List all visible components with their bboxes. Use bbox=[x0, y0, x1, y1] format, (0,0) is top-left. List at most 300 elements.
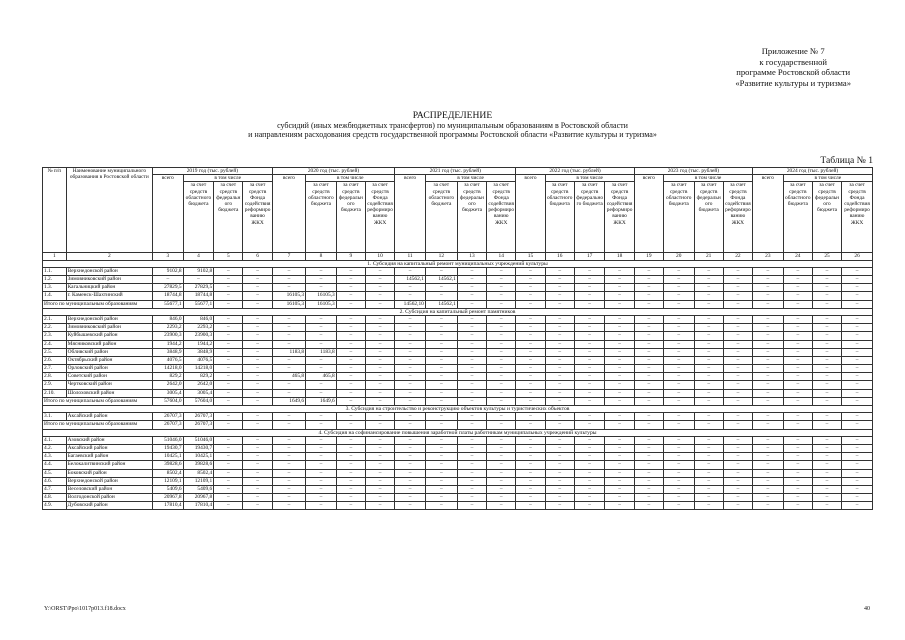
column-number: 12 bbox=[425, 253, 457, 260]
header-row bbox=[43, 175, 873, 182]
row-value: – bbox=[783, 477, 812, 485]
row-value: – bbox=[516, 267, 545, 275]
header-incl: в том числе bbox=[783, 175, 872, 182]
row-value: – bbox=[425, 477, 457, 485]
column-number: 14 bbox=[487, 253, 516, 260]
row-value: – bbox=[605, 444, 634, 452]
row-value: – bbox=[694, 461, 723, 469]
row-value: – bbox=[336, 436, 365, 444]
row-value: – bbox=[723, 389, 752, 397]
row-value: – bbox=[395, 469, 426, 477]
row-value: – bbox=[395, 365, 426, 373]
row-value: – bbox=[694, 356, 723, 364]
total-value: – bbox=[723, 421, 752, 429]
row-value: – bbox=[574, 502, 605, 510]
total-value: – bbox=[842, 300, 873, 308]
row-value: – bbox=[487, 315, 516, 323]
row-value: – bbox=[395, 453, 426, 461]
row-value: – bbox=[487, 444, 516, 452]
row-value: – bbox=[272, 494, 305, 502]
row-value: 16105,3 bbox=[272, 292, 305, 300]
row-value: – bbox=[487, 373, 516, 381]
row-value: – bbox=[336, 469, 365, 477]
row-value: – bbox=[694, 324, 723, 332]
row-number: 2.10. bbox=[43, 389, 67, 397]
row-value: – bbox=[395, 324, 426, 332]
row-value: 17810,4 bbox=[183, 502, 214, 510]
row-value: – bbox=[605, 389, 634, 397]
row-value: – bbox=[812, 413, 841, 421]
row-value: – bbox=[694, 389, 723, 397]
row-value: – bbox=[516, 389, 545, 397]
row-value: – bbox=[634, 276, 663, 284]
row-value: – bbox=[425, 356, 457, 364]
row-value: – bbox=[243, 315, 272, 323]
row-value: – bbox=[605, 365, 634, 373]
row-value: – bbox=[306, 267, 337, 275]
row-number: 2.1. bbox=[43, 315, 67, 323]
row-value: – bbox=[336, 348, 365, 356]
row-value: 2293,2 bbox=[152, 324, 183, 332]
row-value: 18744,8 bbox=[152, 292, 183, 300]
row-value: – bbox=[487, 340, 516, 348]
row-value: – bbox=[214, 444, 243, 452]
row-value: – bbox=[243, 469, 272, 477]
table-row bbox=[43, 315, 873, 323]
header-year: 2022 год (тыс. рублей) bbox=[516, 168, 634, 175]
row-value: – bbox=[783, 284, 812, 292]
total-value: – bbox=[306, 421, 337, 429]
row-value: – bbox=[694, 365, 723, 373]
row-municipality: Багаевский район bbox=[66, 453, 152, 461]
row-number: 1.4. bbox=[43, 292, 67, 300]
row-value: – bbox=[605, 292, 634, 300]
row-value: – bbox=[487, 292, 516, 300]
row-value: – bbox=[694, 267, 723, 275]
row-value: – bbox=[842, 348, 873, 356]
section-title: 2. Субсидия на капитальный ремонт памятников bbox=[43, 308, 873, 315]
row-value: 8502,4 bbox=[183, 469, 214, 477]
row-value: – bbox=[516, 276, 545, 284]
row-value: – bbox=[723, 494, 752, 502]
row-value: – bbox=[214, 284, 243, 292]
header-source: за счет средств областного бюджета bbox=[425, 182, 457, 253]
row-value: – bbox=[574, 284, 605, 292]
document-subtitle: и направлениям расходования средств государственной программы Ростовской области «Развитие культуры и туризма» bbox=[248, 130, 657, 140]
row-value: – bbox=[694, 469, 723, 477]
row-value: – bbox=[457, 315, 486, 323]
row-value: – bbox=[753, 340, 784, 348]
row-value: – bbox=[395, 332, 426, 340]
row-value: – bbox=[545, 292, 574, 300]
row-value: 19430,7 bbox=[152, 444, 183, 452]
row-value: – bbox=[516, 444, 545, 452]
row-value: 846,0 bbox=[152, 315, 183, 323]
row-value: – bbox=[487, 469, 516, 477]
row-value: – bbox=[365, 332, 394, 340]
table-row bbox=[43, 324, 873, 332]
row-value: – bbox=[272, 284, 305, 292]
row-value: – bbox=[516, 477, 545, 485]
total-value: – bbox=[243, 397, 272, 405]
row-value: – bbox=[545, 332, 574, 340]
row-value: – bbox=[152, 276, 183, 284]
row-value: – bbox=[842, 477, 873, 485]
row-value: – bbox=[723, 485, 752, 493]
header-total: всего bbox=[516, 175, 545, 253]
row-value: – bbox=[842, 315, 873, 323]
row-value: – bbox=[214, 381, 243, 389]
column-number: 17 bbox=[574, 253, 605, 260]
row-municipality: Волгодонской район bbox=[66, 494, 152, 502]
row-value: – bbox=[753, 267, 784, 275]
header-source: за счет средств федерального бюджета bbox=[812, 182, 841, 253]
total-value: 57604,0 bbox=[183, 397, 214, 405]
row-value: 20967,8 bbox=[183, 494, 214, 502]
row-value: 1183,8 bbox=[306, 348, 337, 356]
row-value: – bbox=[605, 381, 634, 389]
row-value: – bbox=[457, 324, 486, 332]
row-value: – bbox=[214, 348, 243, 356]
total-value: – bbox=[812, 397, 841, 405]
row-value: – bbox=[214, 324, 243, 332]
row-value: – bbox=[812, 267, 841, 275]
row-value: – bbox=[457, 365, 486, 373]
row-value: 27829,5 bbox=[183, 284, 214, 292]
row-value: – bbox=[694, 444, 723, 452]
row-value: – bbox=[306, 389, 337, 397]
row-value: – bbox=[243, 292, 272, 300]
header-total: всего bbox=[395, 175, 426, 253]
row-value: – bbox=[545, 315, 574, 323]
row-value: – bbox=[545, 324, 574, 332]
row-value: – bbox=[783, 332, 812, 340]
total-label: Итого по муниципальным образованиям bbox=[43, 421, 153, 429]
row-value: – bbox=[395, 413, 426, 421]
total-value: – bbox=[723, 397, 752, 405]
row-number: 4.1. bbox=[43, 436, 67, 444]
total-value: – bbox=[545, 421, 574, 429]
row-value: – bbox=[723, 477, 752, 485]
header-source: за счет средств федерального бюджета bbox=[694, 182, 723, 253]
row-value: – bbox=[545, 389, 574, 397]
row-value: – bbox=[605, 477, 634, 485]
row-value: – bbox=[812, 276, 841, 284]
row-value: 18744,8 bbox=[183, 292, 214, 300]
row-value: – bbox=[574, 436, 605, 444]
row-value: – bbox=[395, 477, 426, 485]
row-value: – bbox=[574, 494, 605, 502]
appendix-block bbox=[735, 46, 851, 88]
row-value: – bbox=[365, 469, 394, 477]
row-value: – bbox=[783, 356, 812, 364]
row-value: – bbox=[574, 340, 605, 348]
total-value: – bbox=[812, 421, 841, 429]
row-value: – bbox=[634, 284, 663, 292]
row-value: – bbox=[365, 381, 394, 389]
row-value: – bbox=[545, 477, 574, 485]
total-label: Итого по муниципальным образованиям bbox=[43, 300, 153, 308]
row-value: – bbox=[457, 502, 486, 510]
total-value: 57604,0 bbox=[152, 397, 183, 405]
row-value: – bbox=[723, 276, 752, 284]
row-value: – bbox=[243, 502, 272, 510]
row-value: – bbox=[457, 381, 486, 389]
row-value: – bbox=[605, 324, 634, 332]
row-municipality: Зимовниковский район bbox=[66, 324, 152, 332]
row-municipality: Мясниковский район bbox=[66, 340, 152, 348]
row-value: – bbox=[395, 485, 426, 493]
row-value: – bbox=[634, 381, 663, 389]
row-value: – bbox=[243, 453, 272, 461]
row-municipality: Чертковский район bbox=[66, 381, 152, 389]
row-value: – bbox=[605, 267, 634, 275]
total-value: – bbox=[272, 421, 305, 429]
row-value: – bbox=[753, 365, 784, 373]
row-value: – bbox=[783, 292, 812, 300]
total-value: – bbox=[243, 300, 272, 308]
row-value: – bbox=[812, 332, 841, 340]
row-value: – bbox=[812, 365, 841, 373]
row-value: – bbox=[487, 453, 516, 461]
row-value: – bbox=[516, 485, 545, 493]
row-value: – bbox=[516, 413, 545, 421]
row-value: – bbox=[365, 340, 394, 348]
header-source: за счет средств Фонда содействия реформированию ЖКХ bbox=[605, 182, 634, 253]
total-value: – bbox=[574, 421, 605, 429]
row-value: – bbox=[694, 315, 723, 323]
row-value: – bbox=[574, 365, 605, 373]
row-value: – bbox=[694, 276, 723, 284]
row-number: 2.9. bbox=[43, 381, 67, 389]
header-incl: в том числе bbox=[183, 175, 272, 182]
row-value: – bbox=[723, 444, 752, 452]
row-number: 4.4. bbox=[43, 461, 67, 469]
row-value: – bbox=[842, 373, 873, 381]
row-value: – bbox=[753, 436, 784, 444]
row-value: – bbox=[516, 469, 545, 477]
total-value: 14562,1 bbox=[425, 300, 457, 308]
row-value: – bbox=[243, 284, 272, 292]
row-value: 51046,0 bbox=[152, 436, 183, 444]
row-value: – bbox=[574, 292, 605, 300]
row-value: – bbox=[694, 477, 723, 485]
row-value: – bbox=[214, 315, 243, 323]
row-number: 2.8. bbox=[43, 373, 67, 381]
row-value: – bbox=[634, 453, 663, 461]
row-value: – bbox=[783, 389, 812, 397]
row-value: – bbox=[842, 276, 873, 284]
row-value: 51046,0 bbox=[183, 436, 214, 444]
row-value: – bbox=[842, 485, 873, 493]
column-number: 4 bbox=[183, 253, 214, 260]
row-value: – bbox=[365, 477, 394, 485]
row-value: – bbox=[272, 461, 305, 469]
row-value: – bbox=[694, 348, 723, 356]
column-number: 26 bbox=[842, 253, 873, 260]
header-source: за счет средств Фонда содействия реформированию ЖКХ bbox=[842, 182, 873, 253]
total-value: – bbox=[545, 397, 574, 405]
row-value: – bbox=[214, 332, 243, 340]
row-value: – bbox=[812, 284, 841, 292]
row-value: – bbox=[545, 485, 574, 493]
row-value: – bbox=[306, 315, 337, 323]
row-value: – bbox=[663, 413, 694, 421]
row-value: – bbox=[395, 502, 426, 510]
column-number: 5 bbox=[214, 253, 243, 260]
row-value: – bbox=[214, 461, 243, 469]
row-value: – bbox=[306, 444, 337, 452]
row-value: – bbox=[694, 485, 723, 493]
table-row bbox=[43, 267, 873, 275]
header-year: 2024 год (тыс. рублей) bbox=[753, 168, 873, 175]
row-value: – bbox=[306, 332, 337, 340]
column-number: 19 bbox=[634, 253, 663, 260]
total-value: – bbox=[545, 300, 574, 308]
total-value: – bbox=[457, 421, 486, 429]
row-number: 4.6. bbox=[43, 477, 67, 485]
row-value: – bbox=[214, 267, 243, 275]
row-value: – bbox=[812, 292, 841, 300]
row-value: – bbox=[783, 469, 812, 477]
row-value: – bbox=[272, 365, 305, 373]
section-row bbox=[43, 308, 873, 315]
row-value: – bbox=[723, 267, 752, 275]
row-value: – bbox=[574, 477, 605, 485]
table-row bbox=[43, 485, 873, 493]
row-value: – bbox=[574, 469, 605, 477]
row-value: – bbox=[574, 389, 605, 397]
row-value: – bbox=[272, 340, 305, 348]
row-value: – bbox=[812, 324, 841, 332]
row-value: 2642,0 bbox=[152, 381, 183, 389]
row-value: – bbox=[487, 284, 516, 292]
row-value: – bbox=[272, 453, 305, 461]
table-row bbox=[43, 436, 873, 444]
row-value: 3005,4 bbox=[152, 389, 183, 397]
row-municipality: Верхнедонской район bbox=[66, 477, 152, 485]
row-value: – bbox=[425, 494, 457, 502]
column-number-row bbox=[43, 253, 873, 260]
row-value: – bbox=[723, 461, 752, 469]
total-value: – bbox=[634, 421, 663, 429]
row-value: 14562,1 bbox=[395, 276, 426, 284]
row-value: – bbox=[694, 453, 723, 461]
row-value: – bbox=[842, 389, 873, 397]
row-value: – bbox=[425, 365, 457, 373]
row-value: – bbox=[336, 413, 365, 421]
header-source: за счет средств областного бюджета bbox=[306, 182, 337, 253]
row-value: – bbox=[783, 267, 812, 275]
row-value: – bbox=[336, 461, 365, 469]
row-value: – bbox=[336, 332, 365, 340]
row-value: – bbox=[243, 332, 272, 340]
row-value: – bbox=[694, 381, 723, 389]
row-value: – bbox=[425, 348, 457, 356]
row-value: – bbox=[753, 284, 784, 292]
row-value: – bbox=[214, 469, 243, 477]
row-value: – bbox=[842, 444, 873, 452]
header-source: за счет средств федерального бюджета bbox=[457, 182, 486, 253]
row-value: – bbox=[457, 356, 486, 364]
row-value: – bbox=[395, 436, 426, 444]
row-value: – bbox=[516, 381, 545, 389]
total-value: – bbox=[365, 421, 394, 429]
row-value: – bbox=[723, 324, 752, 332]
row-value: – bbox=[306, 469, 337, 477]
row-value: – bbox=[634, 267, 663, 275]
row-value: – bbox=[487, 348, 516, 356]
row-value: – bbox=[365, 444, 394, 452]
row-value: – bbox=[457, 389, 486, 397]
row-number: 2.7. bbox=[43, 365, 67, 373]
row-value: – bbox=[753, 469, 784, 477]
row-value: – bbox=[545, 365, 574, 373]
subsidy-table bbox=[42, 167, 873, 510]
row-value: – bbox=[753, 332, 784, 340]
row-number: 4.3. bbox=[43, 453, 67, 461]
appendix-line: Приложение № 7 bbox=[761, 46, 825, 56]
row-value: – bbox=[545, 276, 574, 284]
row-value: – bbox=[425, 292, 457, 300]
row-value: – bbox=[574, 373, 605, 381]
row-municipality: Зимовниковский район bbox=[66, 276, 152, 284]
row-value: – bbox=[214, 276, 243, 284]
row-value: – bbox=[812, 444, 841, 452]
row-value: – bbox=[395, 292, 426, 300]
row-value: – bbox=[516, 324, 545, 332]
row-value: – bbox=[457, 284, 486, 292]
row-value: – bbox=[663, 276, 694, 284]
row-value: – bbox=[272, 485, 305, 493]
row-value: – bbox=[753, 276, 784, 284]
row-value: – bbox=[634, 373, 663, 381]
total-value: – bbox=[516, 300, 545, 308]
header-total: всего bbox=[634, 175, 663, 253]
row-value: – bbox=[663, 348, 694, 356]
row-value: – bbox=[457, 494, 486, 502]
header-total: всего bbox=[152, 175, 183, 253]
appendix-line: «Развитие культуры и туризма» bbox=[735, 77, 851, 88]
row-value: – bbox=[243, 477, 272, 485]
header-row bbox=[43, 168, 873, 175]
row-value: – bbox=[457, 340, 486, 348]
row-value: – bbox=[336, 502, 365, 510]
row-value: – bbox=[365, 348, 394, 356]
row-value: – bbox=[842, 436, 873, 444]
row-value: – bbox=[574, 348, 605, 356]
total-value: – bbox=[425, 397, 457, 405]
row-value: – bbox=[634, 461, 663, 469]
row-value: – bbox=[516, 348, 545, 356]
total-value: – bbox=[487, 300, 516, 308]
row-value: 465,8 bbox=[306, 373, 337, 381]
row-value: – bbox=[634, 315, 663, 323]
column-number: 25 bbox=[812, 253, 841, 260]
row-value: – bbox=[574, 276, 605, 284]
row-number: 2.3. bbox=[43, 332, 67, 340]
header-source: за счет средств федерального бюджета bbox=[336, 182, 365, 253]
row-value: – bbox=[753, 502, 784, 510]
row-value: – bbox=[783, 494, 812, 502]
total-value: – bbox=[783, 421, 812, 429]
column-number: 11 bbox=[395, 253, 426, 260]
row-value: – bbox=[487, 494, 516, 502]
total-value: – bbox=[663, 421, 694, 429]
row-value: – bbox=[663, 453, 694, 461]
header-source: за счет средств федерального бюджета bbox=[214, 182, 243, 253]
row-value: 23900,3 bbox=[183, 332, 214, 340]
